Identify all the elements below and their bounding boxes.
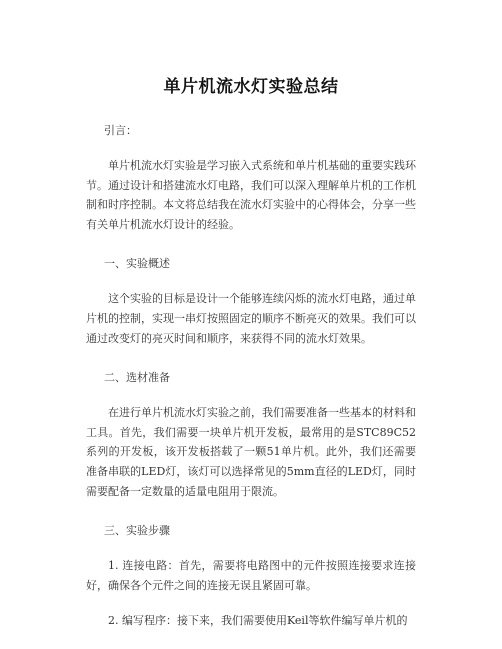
paragraph-intro: 单片机流水灯实验是学习嵌入式系统和单片机基础的重要实践环节。通过设计和搭建流水灯电路，我们可以深入理解单片机的工作机制和时序控制。本文将总结我在流水灯实验中的心得体会，分享一些有关单片机流水灯设计的经验。 [86,159,416,231]
paragraph-overview: 这个实验的目标是设计一个能够连续闪烁的流水灯电路，通过单片机的控制，实现一串灯按照固定的顺序不断亮灭的效果。我们可以通过改变灯的亮灭时间和顺序，来获得不同的流水灯效果。 [86,292,416,345]
section-heading-overview: 一、实验概述 [104,257,170,271]
paragraph-step-1: 1. 连接电路：首先，需要将电路图中的元件按照连接要求连接好，确保各个元件之间的连接无误且紧固可靠。 [86,559,416,592]
paragraph-step-2: 2. 编写程序：接下来，我们需要使用Keil等软件编写单片机的 [108,614,408,628]
section-heading-materials: 二、选材准备 [104,371,170,385]
section-heading-steps: 三、实验步骤 [104,524,170,538]
document-body [86,121,416,631]
paragraph-materials: 在进行单片机流水灯实验之前，我们需要准备一些基本的材料和工具。首先，我们需要一块单片机开发板，最常用的是STC89C52系列的开发板，该开发板搭载了一颗51单片机。此外，我们还需要准备串联的LED灯，该灯可以选择常见的5mm直径的LED灯，同时需要配备一定数量的适量电阻用于限流。 [86,406,416,498]
section-heading-intro: 引言： [104,124,137,137]
document-title: 单片机流水灯实验总结 [163,77,339,97]
